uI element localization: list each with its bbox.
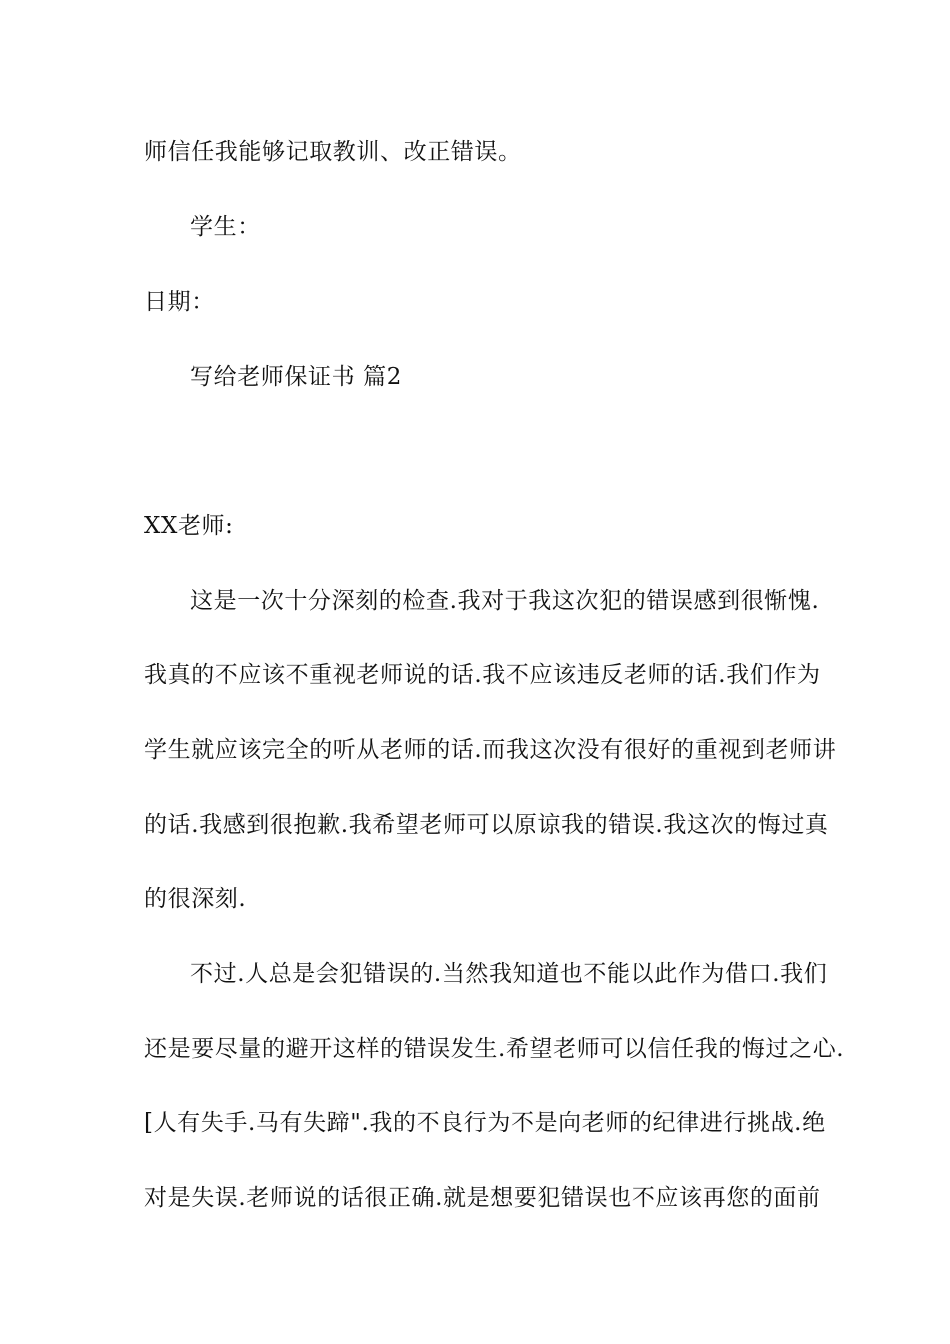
text-line: 师信任我能够记取教训、改正错误。 [144, 139, 522, 165]
section-heading: 写给老师保证书 篇2 [190, 364, 402, 390]
date-label: 日期： [144, 289, 215, 315]
paragraph-line: 的话.我感到很抱歉.我希望老师可以原谅我的错误.我这次的悔过真 [144, 812, 829, 838]
paragraph-line: 的很深刻. [144, 886, 247, 912]
paragraph-line: 不过.人总是会犯错误的.当然我知道也不能以此作为借口.我们 [190, 961, 828, 987]
paragraph-line: 还是要尽量的避开这样的错误发生.希望老师可以信任我的悔过之心. [144, 1036, 845, 1062]
paragraph-line: 这是一次十分深刻的检查.我对于我这次犯的错误感到很惭愧. [190, 588, 820, 614]
signature-student-label: 学生： [190, 214, 261, 240]
paragraph-line: 我真的不应该不重视老师说的话.我不应该违反老师的话.我们作为 [144, 662, 821, 688]
paragraph-line: 对是失误.老师说的话很正确.就是想要犯错误也不应该再您的面前 [144, 1185, 821, 1211]
paragraph-line: [人有失手.马有失蹄".我的不良行为不是向老师的纪律进行挑战.绝 [144, 1110, 826, 1136]
salutation: XX老师: [144, 513, 234, 539]
paragraph-line: 学生就应该完全的听从老师的话.而我这次没有很好的重视到老师讲 [144, 737, 837, 763]
